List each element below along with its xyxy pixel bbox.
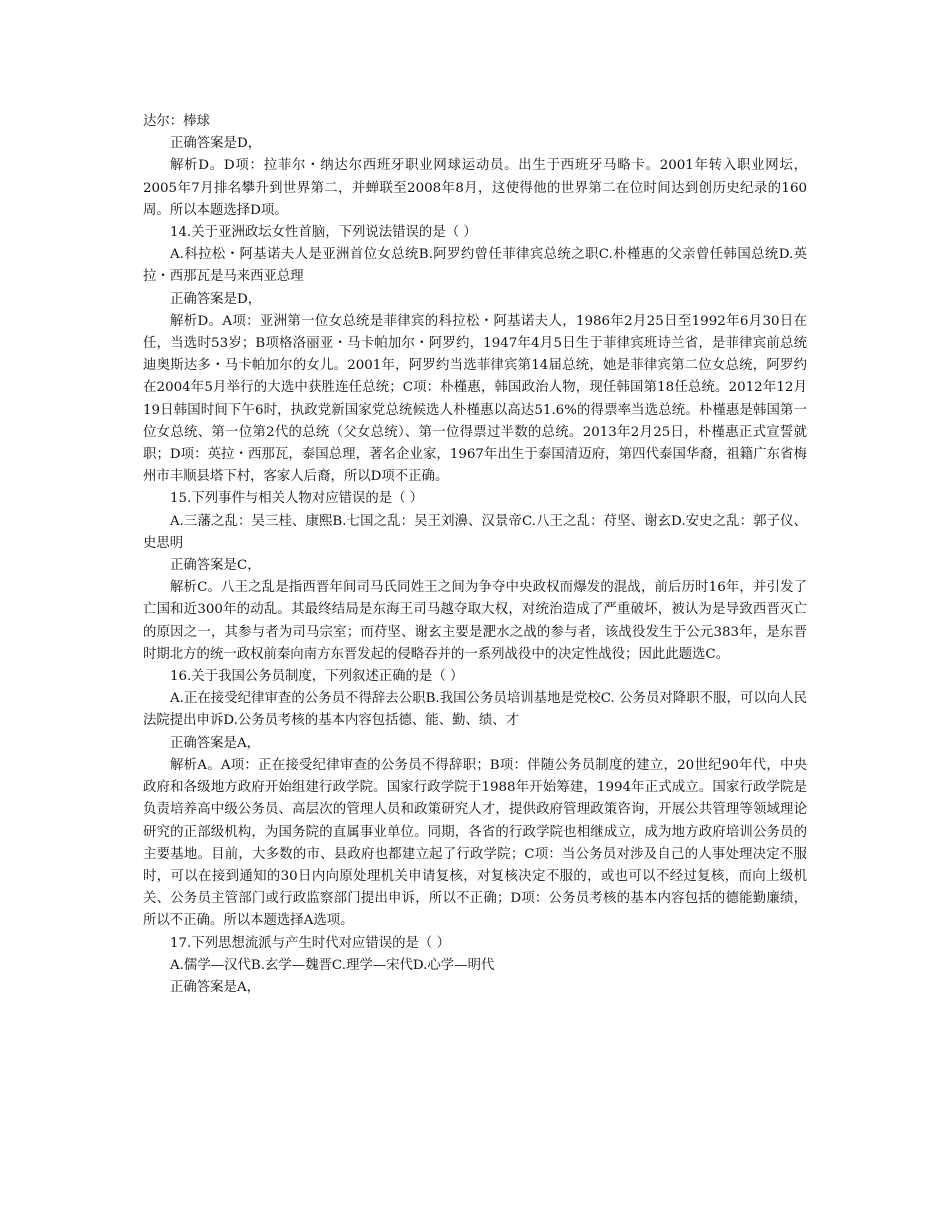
explanation-14: 解析D。A项：亚洲第一位女总统是菲律宾的科拉松・阿基诺夫人，1986年2月25日至1992年6月30日在任，当选时53岁；B项格洛丽亚・马卡帕加尔・阿罗约，1947年4月5日生于菲律宾班诗兰省，是菲律宾前总统迪奥斯达多・马卡帕加尔的女儿。2001年，阿罗约当选菲律宾第14届总统，她是菲律宾第二位女总统，阿罗约在2004年5月举行的大选中获胜连任总统；C项：朴槿惠，韩国政治人物，现任韩国第18任总统。2012年12月19日韩国时间下午6时，执政党新国家党总统候选人朴槿惠以高达51.6%的得票率当选总统。朴槿惠是韩国第一位女总统、第一位第2代的总统（父女总统）、第一位得票过半数的总统。2013年2月25日，朴槿惠正式宣誓就职；D项：英拉・西那瓦，泰国总理，著名企业家，1967年出生于泰国清迈府，第四代泰国华裔，祖籍广东省梅州市丰顺县塔下村，客家人后裔，所以D项不正确。	[143, 313, 807, 485]
explanation-15: 解析C。八王之乱是指西晋年间司马氏同姓王之间为争夺中央政权而爆发的混战，前后历时16年，并引发了亡国和近300年的动乱。其最终结局是东海王司马越夺取大权，对统治造成了严重破坏，被认为是导致西晋灭亡的原因之一，其参与者为司马宗室；而苻坚、谢玄主要是淝水之战的参与者，该战役发生于公元383年，是东晋时期北方的统一政权前秦向南方东晋发起的侵略吞并的一系列战役中的决定性战役；因此此题选C。	[143, 580, 807, 662]
correct-answer-17: 正确答案是A，	[170, 979, 261, 995]
options-17: A.儒学—汉代B.玄学—魏晋C.理学—宋代D.心学—明代	[170, 957, 495, 973]
options-14: A.科拉松・阿基诺夫人是亚洲首位女总统B.阿罗约曾任菲律宾总统之职C.朴槿惠的父亲曾任韩国总统D.英拉・西那瓦是马来西亚总理	[143, 247, 807, 285]
correct-answer-14: 正确答案是D，	[170, 291, 262, 307]
options-16: A.正在接受纪律审查的公务员不得辞去公职B.我国公务员培训基地是党校C. 公务员对降职不服，可以向人民法院提出申诉D.公务员考核的基本内容包括德、能、勤、绩、才	[143, 691, 807, 729]
correct-answer-15: 正确答案是C，	[170, 558, 261, 574]
question-14: 14.关于亚洲政坛女性首脑，下列说法错误的是（ ）	[170, 225, 477, 241]
question-17: 17.下列思想流派与产生时代对应错误的是（ ）	[170, 935, 450, 951]
question-15: 15.下列事件与相关人物对应错误的是（ ）	[170, 491, 424, 507]
explanation-13: 解析D。D项：拉菲尔・纳达尔西班牙职业网球运动员。出生于西班牙马略卡。2001年转入职业网坛，2005年7月排名攀升到世界第二，并蝉联至2008年8月，这使得他的世界第二在位时间达到创历史纪录的160周。所以本题选择D项。	[143, 158, 807, 218]
question-16: 16.关于我国公务员制度，下列叙述正确的是（ ）	[170, 669, 464, 685]
explanation-16: 解析A。A项：正在接受纪律审查的公务员不得辞职；B项：伴随公务员制度的建立，20世纪90年代，中央政府和各级地方政府开始组建行政学院。国家行政学院于1988年开始筹建，1994年正式成立。国家行政学院是负责培养高中级公务员、高层次的管理人员和政策研究人才，提供政府管理政策咨询，开展公共管理等领域理论研究的正部级机构，为国务院的直属事业单位。同期，各省的行政学院也相继成立，成为地方政府培训公务员的主要基地。目前，大多数的市、县政府也都建立起了行政学院；C项：当公务员对涉及自己的人事处理决定不服时，可以在接到通知的30日内向原处理机关申请复核，对复核决定不服的，或也可以不经过复核，而向上级机关、公务员主管部门或行政监察部门提出申诉，所以不正确；D项：公务员考核的基本内容包括的德能勤廉绩，所以不正确。所以本题选择A选项。	[143, 757, 807, 929]
answer-text-fragment: 达尔：棒球	[143, 114, 210, 129]
document-page	[143, 111, 807, 999]
correct-answer-13: 正确答案是D，	[170, 136, 262, 152]
options-15: A.三藩之乱：吴三桂、康熙B.七国之乱：吴王刘濞、汉景帝C.八王之乱：苻坚、谢玄D.安史之乱：郭子仪、史思明	[143, 513, 807, 551]
correct-answer-16: 正确答案是A，	[170, 735, 261, 751]
